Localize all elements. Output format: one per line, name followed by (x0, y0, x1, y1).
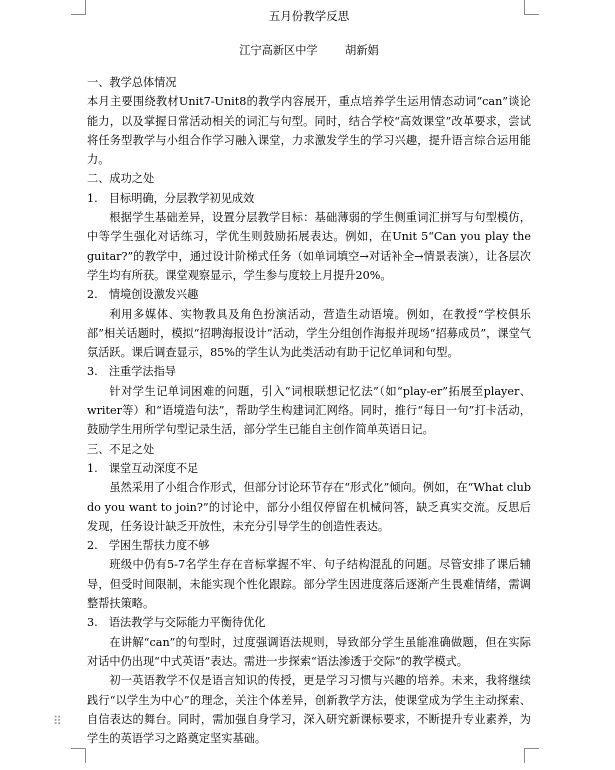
document-body (87, 5, 531, 748)
paragraph: 本月主要围绕教材Unit7-Unit8的教学内容展开，重点培养学生运用情态动词“can”谈论能力，以及掌握日常活动相关的词汇与句型。同时，结合学校“高效课堂”改革要求，尝试将任务型教学与小组合作学习融入课堂，力求激发学生的学习兴趣，提升语言综合运用能力。 (87, 95, 531, 167)
subsection-heading: 1. 目标明确，分层教学初见成效 (87, 191, 255, 205)
paragraph: 班级中仍有5-7名学生存在音标掌握不牢、句子结构混乱的问题。尽管安排了课后辅导，但受时间限制，未能实现个性化跟踪。部分学生因进度落后逐渐产生畏难情绪，需调整帮扶策略。 (87, 558, 531, 611)
page-title: 五月份教学反思 (268, 9, 350, 23)
section-heading: 二、成功之处 (87, 172, 155, 186)
crop-mark-icon (71, 0, 86, 15)
paragraph: 虽然采用了小组合作形式，但部分讨论环节存在“形式化”倾向。例如，在“What club do you want to join?”的讨论中，部分小组仅停留在机械问答，缺乏真实交流。反思后发现，任务设计缺乏开放性，未充分引导学生的创造性表达。 (87, 481, 531, 533)
section-heading: 一、教学总体情况 (87, 76, 177, 89)
school-name: 江宁高新区中学 (239, 44, 318, 57)
paragraph: 在讲解“can”的句型时，过度强调语法规则，导致部分学生虽能准确做题，但在实际对话中仍出现“中式英语”表达。需进一步探索“语法渗透于交际”的教学模式。 (87, 635, 531, 668)
subsection-heading: 2. 情境创设激发兴趣 (87, 288, 199, 302)
crop-mark-icon (71, 748, 86, 763)
subsection-heading: 1. 课堂互动深度不足 (87, 461, 199, 475)
article (87, 73, 531, 748)
author-name: 胡新娟 (345, 44, 379, 57)
subsection-heading: 3. 语法教学与交际能力平衡待优化 (87, 616, 266, 630)
paragraph: 根据学生基础差异，设置分层教学目标：基础薄弱的学生侧重词汇拼写与句型模仿，中等学生强化对话练习，学优生则鼓励拓展表达。例如，在Unit 5“Can you play the guitar?”的教学中，通过设计阶梯式任务（如单词填空→对话补全→情景表演），让各层次学生均有所获。课堂观察显示，学生参与度较上月提升20%。 (87, 211, 531, 282)
subsection-heading: 3. 注重学法指导 (87, 365, 176, 379)
author-line (87, 40, 531, 62)
section-heading: 三、不足之处 (87, 442, 155, 456)
paragraph: 利用多媒体、实物教具及角色扮演活动，营造生动语境。例如，在教授“学校俱乐部”相关话题时，模拟“招聘海报设计”活动，学生分组创作海报并现场“招募成员”，课堂气氛活跃。课后调查显示，85%的学生认为此类活动有助于记忆单词和句型。 (87, 307, 531, 360)
paragraph: 针对学生记单词困难的问题，引入“词根联想记忆法”（如“play-er”拓展至player、writer等）和“语境造句法”，帮助学生构建词汇网络。同时，推行“每日一句”打卡活动，鼓励学生用所学句型记录生活，部分学生已能自主创作简单英语日记。 (87, 384, 531, 437)
grip-dots-icon[interactable]: ⠿ (53, 714, 61, 728)
subsection-heading: 2. 学困生帮扶力度不够 (87, 539, 210, 553)
closing-paragraph: 初一英语教学不仅是语言知识的传授，更是学习习惯与兴趣的培养。未来，我将继续践行“以学生为中心”的理念，关注个体差异，创新教学方法，使课堂成为学生主动探索、自信表达的舞台。同时，需加强自身学习，深入研究新课标要求，不断提升专业素养，为学生的英语学习之路奠定坚实基础。 (87, 674, 531, 746)
crop-mark-icon (524, 748, 539, 763)
